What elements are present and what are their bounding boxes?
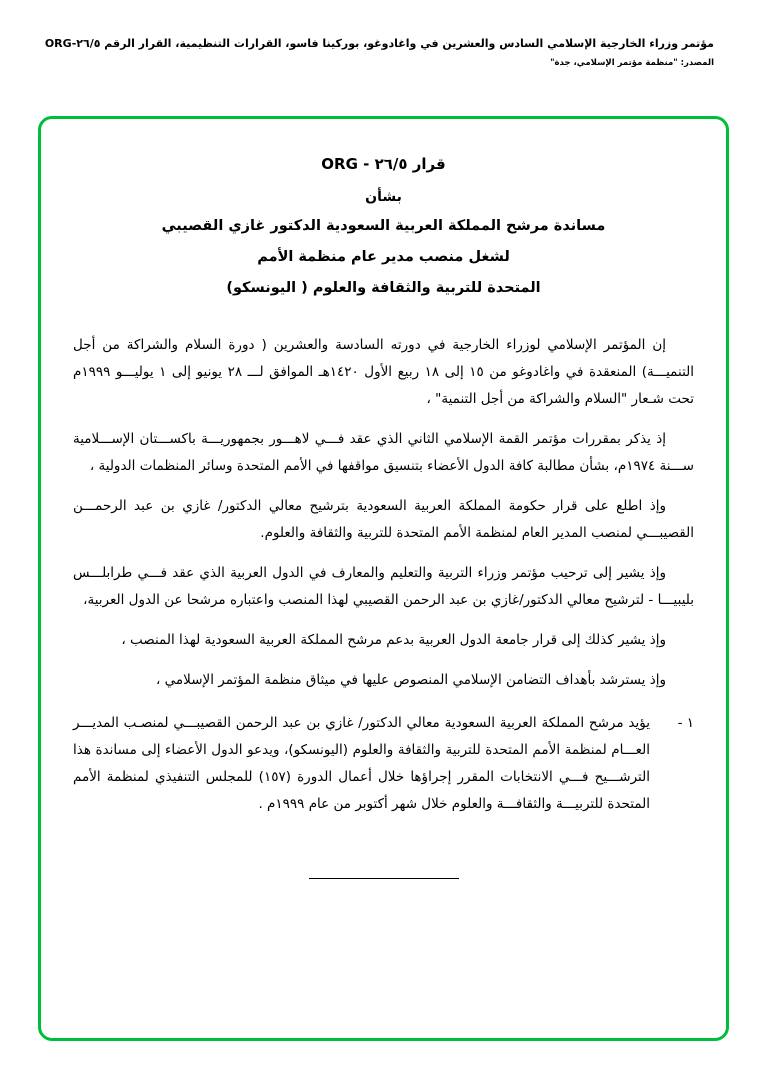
resolution-title: قرار ٢٦/٥ - ORG: [321, 155, 446, 173]
item-text: يؤيد مرشح المملكة العربية السعودية معالي الدكتور/ غازي بن عبد الرحمن القصيبـــي لمنصـب المديـــر العـــام لمنظمة الأمم المتحدة للتربية والثقافة والعلوم (اليونسكو)، ويدعو الدول الأعضاء إلى مساندة هذا الترشـــيح فـــي الانتخابات المقرر إجراؤها خلال أعمال الدورة (١٥٧) للمجلس التنفيذي لمنظمة الأمم المتحدة للتربيـــة والثقافـــة والعلوم خلال شهر أكتوبر من عام ١٩٩٩م .: [73, 715, 650, 812]
preamble-paragraph: إن المؤتمر الإسلامي لوزراء الخارجية في دورته السادسة والعشرين ( دورة السلام والشراكة من أجل التنميـــة) المنعقدة في واغادوغو من ١٥ إلى ١٨ ربيع الأول ١٤٢٠هـ الموافق لـــ ٢٨ يونيو إلى ١ يوليـــو ١٩٩٩م تحت شـعار "السلام والشراكة من أجل التنمية" ،: [73, 337, 695, 407]
preamble-paragraph: وإذ اطلع على قرار حكومة المملكة العربية السعودية بترشيح معالي الدكتور/ غازي بن عبد الرحمـــن القصيبـــي لمنصب المدير العام لمنظمة الأمم المتحدة للتربية والثقافة والعلوم.: [73, 498, 694, 541]
header-title-line: مؤتمر وزراء الخارجية الإسلامي السادس والعشرين في واغادوغو، بوركينا فاسو، القرارات التنظيمية، القرار الرقم ٢٦/٥-ORG: [44, 37, 714, 50]
resolution-subject-line: المتحدة للتربية والثقافة والعلوم ( اليونسكو): [226, 280, 541, 296]
preamble-paragraph: وإذ يشير كذلك إلى قرار جامعة الدول العربية بدعم مرشح المملكة العربية السعودية لهذا المنصب ،: [121, 632, 666, 648]
resolution-preamble: [73, 332, 694, 694]
resolution-box: [38, 116, 729, 1041]
item-number: ١ -: [677, 715, 694, 731]
operative-item: [73, 710, 694, 818]
closing-divider: [309, 878, 459, 879]
resolution-subject-line: لشغل منصب مدير عام منظمة الأمم: [257, 249, 510, 265]
resolution-subject-label: بشأن: [365, 189, 402, 205]
preamble-paragraph: وإذ يسترشد بأهداف التضامن الإسلامي المنصوص عليها في ميثاق منظمة المؤتمر الإسلامي ،: [156, 672, 666, 688]
preamble-paragraph: وإذ يشير إلى ترحيب مؤتمر وزراء التربية والتعليم والمعارف في الدول العربية الذي عقد فـــي طرابلـــس بليبيـــا - لترشيح معالي الدكتور/غازي بن عبد الرحمن القصيبي لهذا المنصب واعتباره مرشحا عن الدول العربية،: [73, 565, 694, 608]
document-header: [30, 36, 714, 68]
preamble-paragraph: إذ يذكر بمقررات مؤتمر القمة الإسلامي الثاني الذي عقد فـــي لاهـــور بجمهوريـــة باكســـتان الإســـلامية ســـنة ١٩٧٤م، بشأن مطالبة كافة الدول الأعضاء بتنسيق مواقفها في الأمم المتحدة وسائر المنظمات الدولية ،: [73, 431, 694, 474]
resolution-subject-line: مساندة مرشح المملكة العربية السعودية الدكتور غازي القصيبي: [161, 218, 606, 234]
header-source-line: المصدر: "منظمة مؤتمر الإسلامي، جدة": [550, 58, 714, 68]
